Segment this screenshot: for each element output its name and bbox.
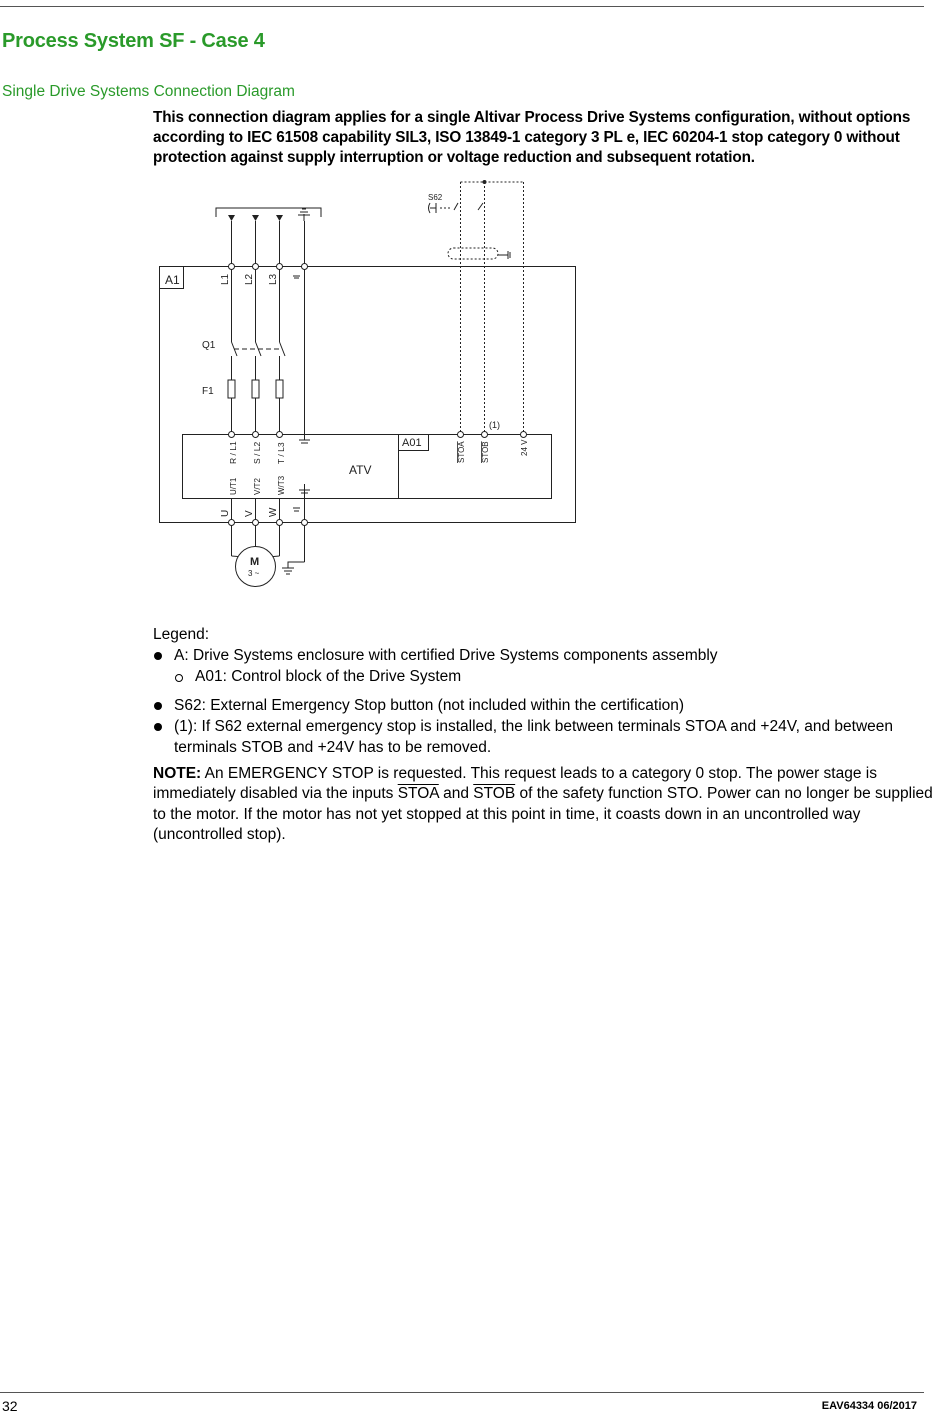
enclosure-a1 <box>160 267 576 523</box>
output-earth-symbol <box>293 508 300 511</box>
supply-earth-symbol <box>298 209 310 221</box>
switch-q1 <box>232 342 286 356</box>
estop-label: S62 <box>428 193 443 202</box>
control-terminal-labels <box>457 439 529 463</box>
page-number: 32 <box>2 1398 18 1414</box>
drive-label: ATV <box>349 463 372 477</box>
motor-terminal-w: W <box>268 507 279 517</box>
stoa-term: STOA <box>397 785 439 803</box>
control-wiring <box>461 182 524 434</box>
fuse-label: F1 <box>202 386 214 397</box>
drive-output-u: U/T1 <box>229 477 238 495</box>
legend-subitem: A01: Control block of the Drive System <box>153 666 933 687</box>
motor-terminal-v: V <box>244 510 255 517</box>
legend-title: Legend: <box>153 626 210 643</box>
supply-labels <box>220 273 279 285</box>
supply-arrows <box>228 215 283 221</box>
legend-list <box>153 645 933 758</box>
enclosure-label: A1 <box>165 273 180 287</box>
terminal-stoa: STOA <box>457 441 466 463</box>
supply-label-l1: L1 <box>220 273 231 285</box>
motor-earth-symbol <box>282 568 294 574</box>
cable-shield <box>448 248 510 259</box>
drive-input-t: T / L3 <box>276 442 286 464</box>
terminal-stob: STOB <box>481 441 490 463</box>
motor-label: M <box>250 556 260 568</box>
motor-terminal-u: U <box>220 509 231 517</box>
supply-label-l2: L2 <box>244 273 255 285</box>
legend-item: A: Drive Systems enclosure with certified Drive Systems components assembly <box>153 645 933 666</box>
control-block-label: A01 <box>402 437 422 449</box>
control-junction <box>483 180 487 184</box>
stob-term: STOB <box>473 785 516 803</box>
top-rule <box>0 6 924 7</box>
motor-terminal-labels <box>220 507 279 517</box>
enclosure-earth-symbol <box>293 276 300 278</box>
drive-output-w: W/T3 <box>277 475 286 495</box>
legend-item: (1): If S62 external emergency stop is installed, the link between terminals STOA and +24V, and between terminals STOB and +24V has to be removed. <box>153 716 933 758</box>
supply-label-l3: L3 <box>268 273 279 285</box>
bottom-rule <box>0 1392 924 1393</box>
estop-s62 <box>429 203 484 213</box>
note-paragraph: NOTE: An EMERGENCY STOP is requested. This request leads to a category 0 stop. The power stage is immediately disabled via the inputs STOA and STOB of the safety function STO. Power can no longer be supplied to the motor. If the motor has not yet stopped at this point in time, it coasts down in an uncontrolled way (uncontrolled stop). <box>153 765 933 843</box>
section-title: Single Drive Systems Connection Diagram <box>2 83 295 100</box>
motor-phase-label: 3 ~ <box>248 569 260 578</box>
drive-output-labels <box>229 475 286 495</box>
legend <box>153 624 933 758</box>
drive-earth-bottom <box>299 484 310 498</box>
page-title: Process System SF - Case 4 <box>2 30 265 52</box>
connection-diagram <box>150 176 590 596</box>
power-lines <box>232 221 305 434</box>
note-label: NOTE: <box>153 765 202 782</box>
drive-earth-top <box>299 434 310 443</box>
legend-item: S62: External Emergency Stop button (not included within the certification) <box>153 695 933 716</box>
drive-input-s: S / L2 <box>252 441 262 464</box>
document-reference: EAV64334 06/2017 <box>821 1400 917 1412</box>
switch-label: Q1 <box>202 340 216 351</box>
intro-paragraph: This connection diagram applies for a single Altivar Process Drive Systems configuration, without options according to IEC 61508 capability SIL3, ISO 13849-1 category 3 PL e, IEC 60204-1 stop category 0 without protection against supply interruption or voltage reduction and subsequent rotation. <box>153 109 911 166</box>
footnote-marker: (1) <box>489 420 500 430</box>
terminal-24v: 24 V <box>520 439 529 456</box>
fuses-f1 <box>228 380 283 398</box>
drive-input-r: R / L1 <box>228 441 238 464</box>
drive-output-v: V/T2 <box>253 478 262 495</box>
drive-input-labels <box>228 441 286 464</box>
